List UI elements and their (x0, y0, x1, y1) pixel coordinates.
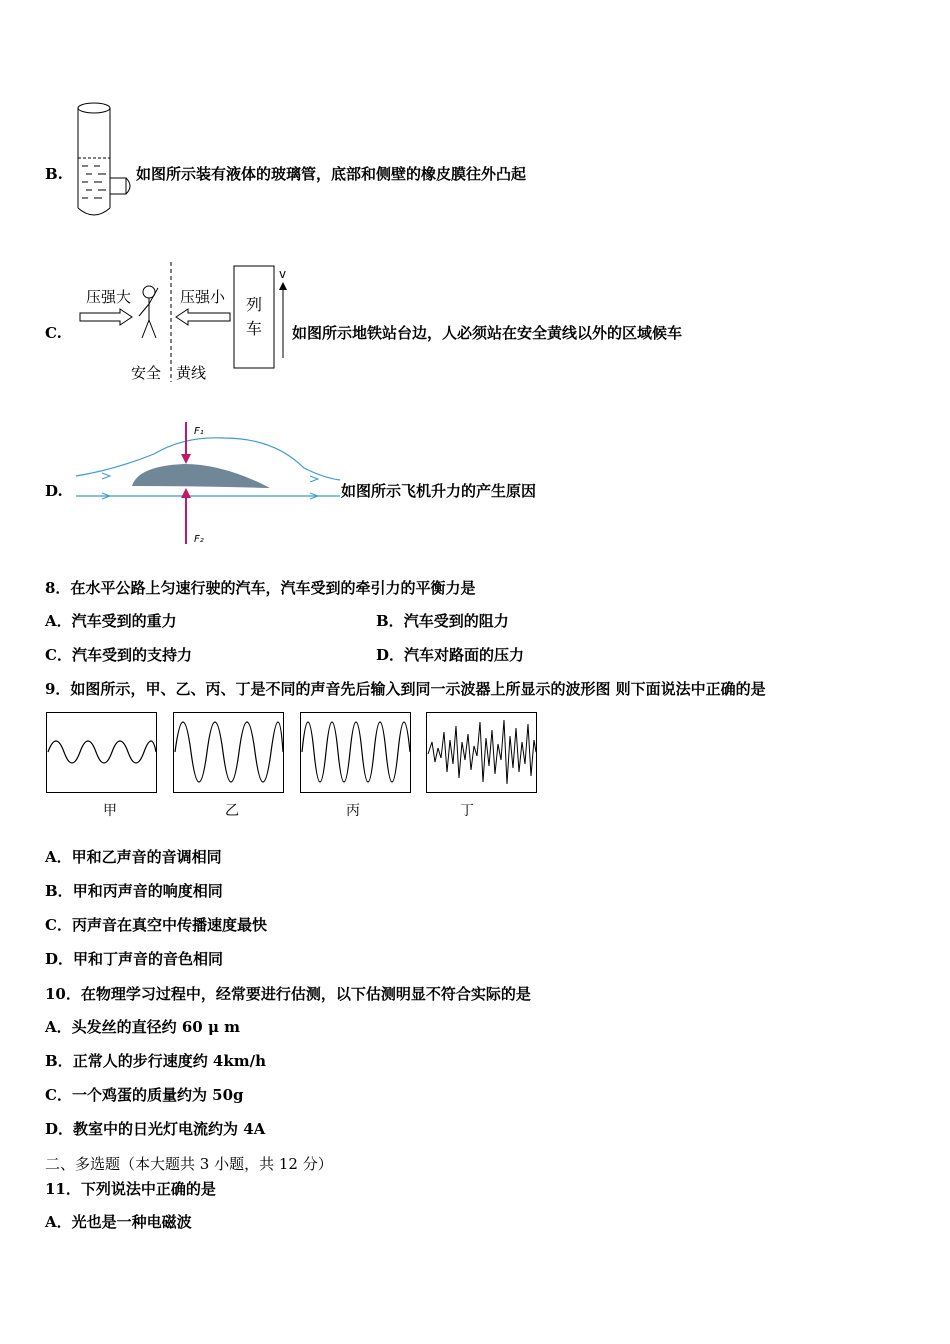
force-f1-label: F₁ (194, 426, 204, 437)
q8-stem: 8．在水平公路上匀速行驶的汽车，汽车受到的牵引力的平衡力是 (45, 579, 476, 597)
caption-ding: 丁 (460, 803, 474, 819)
waveform-yi (173, 712, 285, 794)
train-char-2: 车 (246, 319, 263, 338)
safe-label: 安全 (131, 364, 162, 382)
caption-bing: 丙 (346, 803, 360, 819)
q8-option-c: C．汽车受到的支持力 (45, 646, 192, 664)
q10-stem: 10．在物理学习过程中，经常要进行估测，以下估测明显不符合实际的是 (45, 985, 531, 1003)
q8-option-a: A．汽车受到的重力 (45, 612, 177, 630)
caption-jia: 甲 (103, 803, 117, 819)
q9-option-c: C．丙声音在真空中传播速度最快 (45, 916, 267, 934)
option-b-text: 如图所示装有液体的玻璃管，底部和侧壁的橡皮膜往外凸起 (136, 165, 527, 183)
option-b-label: B. (45, 165, 63, 183)
q10-option-b: B．正常人的步行速度约 4km/h (45, 1052, 266, 1070)
q10-option-d: D．教室中的日光灯电流约为 4A (45, 1120, 266, 1138)
glass-tube-figure (72, 100, 134, 222)
q9-option-a: A．甲和乙声音的音调相同 (45, 848, 222, 866)
pressure-low-label: 压强小 (180, 288, 226, 306)
q8-option-b: B．汽车受到的阻力 (376, 612, 509, 630)
q9-option-b: B．甲和丙声音的响度相同 (45, 882, 223, 900)
subway-platform-figure (76, 258, 291, 386)
airfoil-lift-figure (74, 420, 342, 548)
velocity-label: v (279, 267, 287, 281)
pressure-high-label: 压强大 (86, 288, 132, 306)
option-c-label: C. (45, 324, 62, 342)
q11-stem: 11．下列说法中正确的是 (45, 1180, 216, 1198)
q9-option-d: D．甲和丁声音的音色相同 (45, 950, 224, 968)
q8-option-d: D．汽车对路面的压力 (376, 646, 525, 664)
caption-yi: 乙 (225, 803, 239, 819)
yellow-line-label: 黄线 (176, 364, 207, 382)
q11-option-a: A．光也是一种电磁波 (45, 1213, 192, 1231)
option-d-label: D. (45, 482, 63, 500)
waveform-jia (46, 712, 158, 794)
force-f2-label: F₂ (194, 534, 204, 545)
section-2-heading: 二、多选题（本大题共 3 小题，共 12 分） (45, 1155, 333, 1173)
waveform-bing (300, 712, 412, 794)
option-d-text: 如图所示飞机升力的产生原因 (341, 482, 537, 500)
train-char-1: 列 (246, 295, 263, 314)
q10-option-a: A．头发丝的直径约 60 μ m (45, 1018, 241, 1036)
waveform-ding (426, 712, 538, 794)
q10-option-c: C．一个鸡蛋的质量约为 50g (45, 1086, 244, 1104)
q9-stem: 9．如图所示，甲、乙、丙、丁是不同的声音先后输入到同一示波器上所显示的波形图 则下面说法中正确的是 (45, 680, 766, 698)
option-c-text: 如图所示地铁站台边，人必须站在安全黄线以外的区域候车 (292, 324, 683, 342)
